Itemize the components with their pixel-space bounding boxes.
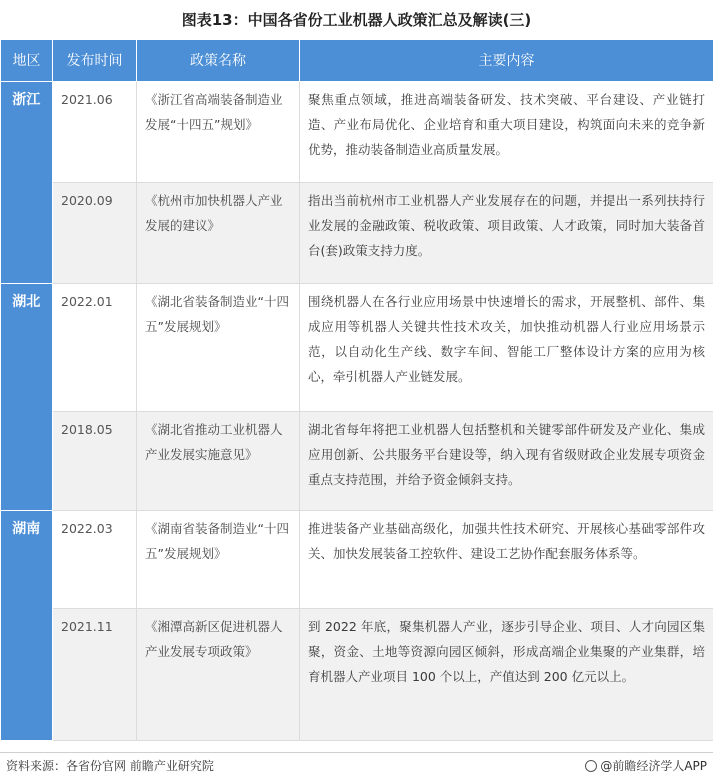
brand-credit <box>585 757 707 774</box>
table-row <box>1 510 713 608</box>
footer <box>0 752 713 776</box>
publish-date: 2021.11 <box>53 608 137 740</box>
table-row <box>1 411 713 510</box>
policy-content: 聚焦重点领域，推进高端装备研发、技术突破、平台建设、产业链打造、产业布局优化、企业培育和重大项目建设，构筑面向未来的竞争新优势，推动装备制造业高质量发展。 <box>300 81 713 182</box>
chart-title: 图表13：中国各省份工业机器人政策汇总及解读(三) <box>181 11 532 29</box>
policy-name: 《湖北省装备制造业“十四五”发展规划》 <box>137 283 300 411</box>
table-row <box>1 608 713 740</box>
publish-date: 2018.05 <box>53 411 137 510</box>
header-region: 地区 <box>1 40 53 81</box>
header-date: 发布时间 <box>53 40 137 81</box>
brand-credit-text: @前瞻经济学人APP <box>600 759 707 773</box>
table-row <box>1 81 713 182</box>
policy-name: 《浙江省高端装备制造业发展“十四五”规划》 <box>137 81 300 182</box>
policy-content: 围绕机器人在各行业应用场景中快速增长的需求，开展整机、部件、集成应用等机器人关键共性技术攻关，加快推动机器人行业应用场景示范，以自动化生产线、数字车间、智能工厂整体设计方案的应用为核心，牵引机器人产业链发展。 <box>300 283 713 411</box>
table-row <box>1 182 713 283</box>
policy-content: 湖北省每年将把工业机器人包括整机和关键零部件研发及产业化、集成应用创新、公共服务平台建设等，纳入现有省级财政企业发展专项资金重点支持范围，并给予资金倾斜支持。 <box>300 411 713 510</box>
brand-logo-icon <box>585 760 597 772</box>
policy-content: 推进装备产业基础高级化，加强共性技术研究、开展核心基础零部件攻关、加快发展装备工控软件、建设工艺协作配套服务体系等。 <box>300 510 713 608</box>
policy-name: 《湘潭高新区促进机器人产业发展专项政策》 <box>137 608 300 740</box>
table-header-row <box>1 40 713 81</box>
policy-table <box>0 40 713 741</box>
header-content: 主要内容 <box>300 40 713 81</box>
policy-content: 指出当前杭州市工业机器人产业发展存在的问题，并提出一系列扶持行业发展的金融政策、税收政策、项目政策、人才政策，同时加大装备首台(套)政策支持力度。 <box>300 182 713 283</box>
publish-date: 2020.09 <box>53 182 137 283</box>
source-note: 资料来源：各省份官网 前瞻产业研究院 <box>6 759 214 773</box>
publish-date: 2022.03 <box>53 510 137 608</box>
publish-date: 2021.06 <box>53 81 137 182</box>
table-row <box>1 283 713 411</box>
policy-content: 到 2022 年底，聚集机器人产业，逐步引导企业、项目、人才向园区集聚，资金、土地等资源向园区倾斜，形成高端企业集聚的产业集群，培育机器人产业项目 100 个以上，产值达到 200 亿元以上。 <box>300 608 713 740</box>
policy-name: 《湖北省推动工业机器人产业发展实施意见》 <box>137 411 300 510</box>
header-policy-name: 政策名称 <box>137 40 300 81</box>
publish-date: 2022.01 <box>53 283 137 411</box>
region-hubei: 湖北 <box>1 283 53 510</box>
policy-name: 《杭州市加快机器人产业发展的建议》 <box>137 182 300 283</box>
region-hunan: 湖南 <box>1 510 53 740</box>
policy-name: 《湖南省装备制造业“十四五”发展规划》 <box>137 510 300 608</box>
region-zhejiang: 浙江 <box>1 81 53 283</box>
